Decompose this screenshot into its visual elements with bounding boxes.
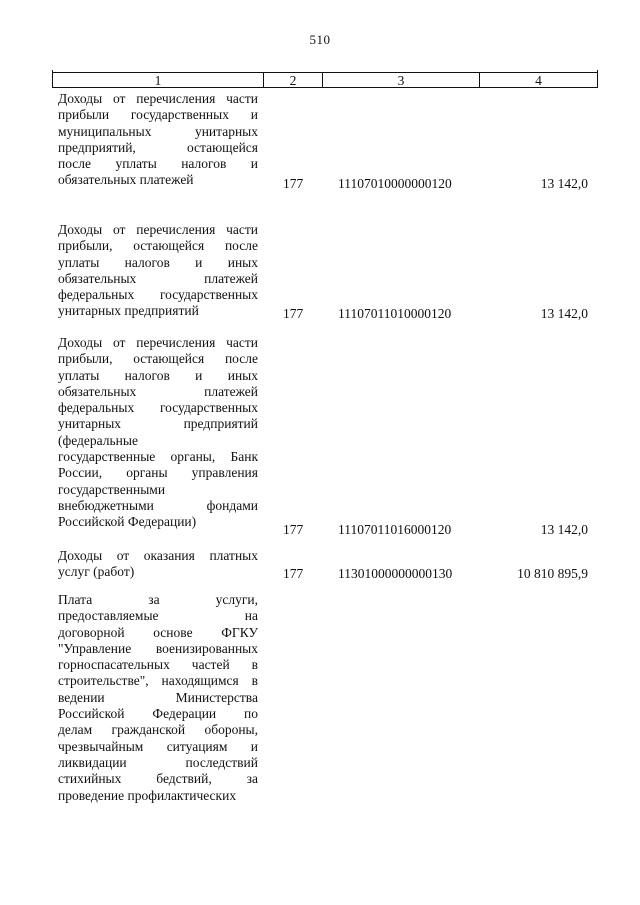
- description-line: обязательных платежей: [58, 172, 194, 188]
- column-header-row: [52, 72, 598, 88]
- description-line: государственные органы, Банк: [58, 449, 258, 465]
- description-line: внебюджетными фондами: [58, 497, 258, 513]
- row-2-admin-code: 177: [283, 306, 304, 321]
- description-line: "Управление военизированных: [58, 640, 258, 656]
- row-5-description: [58, 592, 258, 804]
- row-1-admin-code: 177: [283, 176, 304, 191]
- description-line: Доходы от перечисления части: [58, 222, 258, 237]
- row-1-description: [58, 91, 258, 189]
- description-line: чрезвычайным ситуациям и: [58, 738, 258, 754]
- row-4-amount: 10 810 895,9: [517, 566, 588, 581]
- description-line: муниципальных унитарных: [58, 123, 258, 139]
- description-line: предоставляемые на: [58, 608, 258, 624]
- column-header-2: 2: [289, 73, 297, 88]
- row-4-budget-code: 11301000000000130: [338, 566, 453, 581]
- description-line: прибыли государственных и: [58, 107, 258, 123]
- description-line: прибыли, остающейся после: [58, 351, 258, 367]
- row-1-amount: 13 142,0: [540, 176, 588, 191]
- row-3-admin-code: 177: [283, 522, 304, 537]
- description-line: ведении Министерства: [58, 689, 258, 705]
- row-2-budget-code: 11107011010000120: [338, 306, 452, 321]
- row-4-admin-code: 177: [283, 566, 304, 581]
- row-2-amount: 13 142,0: [540, 306, 588, 321]
- description-line: прибыли, остающейся после: [58, 238, 258, 254]
- description-line: уплаты налогов и иных: [58, 254, 258, 270]
- description-line: унитарных предприятий: [58, 303, 199, 319]
- page-number: 510: [309, 32, 331, 47]
- description-line: строительстве", находящимся в: [58, 673, 258, 689]
- description-line: предприятий, остающейся: [58, 139, 258, 155]
- description-line: Российской Федерации): [58, 514, 197, 530]
- description-line: Доходы от оказания платных: [58, 548, 258, 563]
- row-1-budget-code: 11107010000000120: [338, 176, 452, 191]
- description-line: обязательных платежей: [58, 270, 258, 286]
- description-line: государственными: [58, 481, 166, 497]
- column-header-1: 1: [154, 73, 162, 88]
- description-line: унитарных предприятий: [58, 416, 258, 432]
- description-line: (федеральные: [58, 432, 138, 448]
- row-4-description: [58, 548, 258, 581]
- description-line: федеральных государственных: [58, 400, 258, 416]
- description-line: уплаты налогов и иных: [58, 367, 258, 383]
- description-line: услуг (работ): [58, 564, 135, 580]
- column-header-3: 3: [397, 73, 405, 88]
- column-header-4: 4: [535, 73, 542, 88]
- description-line: ликвидации последствий: [58, 754, 258, 770]
- description-line: стихийных бедствий, за: [58, 771, 258, 787]
- description-line: проведение профилактических: [58, 787, 237, 803]
- description-line: договорной основе ФГКУ: [58, 624, 258, 640]
- description-line: Доходы от перечисления части: [58, 91, 258, 106]
- description-line: после уплаты налогов и: [58, 156, 258, 172]
- row-3-description: [58, 335, 258, 531]
- row-3-budget-code: 11107011016000120: [338, 522, 452, 537]
- description-line: России, органы управления: [58, 465, 258, 481]
- row-3-amount: 13 142,0: [540, 522, 588, 537]
- description-line: делам гражданской обороны,: [58, 722, 258, 738]
- description-line: Российской Федерации по: [58, 706, 258, 722]
- description-line: Плата за услуги,: [58, 592, 258, 607]
- row-2-description: [58, 222, 258, 320]
- description-line: федеральных государственных: [58, 287, 258, 303]
- description-line: обязательных платежей: [58, 383, 258, 399]
- description-line: горноспасательных частей в: [58, 657, 258, 673]
- description-line: Доходы от перечисления части: [58, 335, 258, 350]
